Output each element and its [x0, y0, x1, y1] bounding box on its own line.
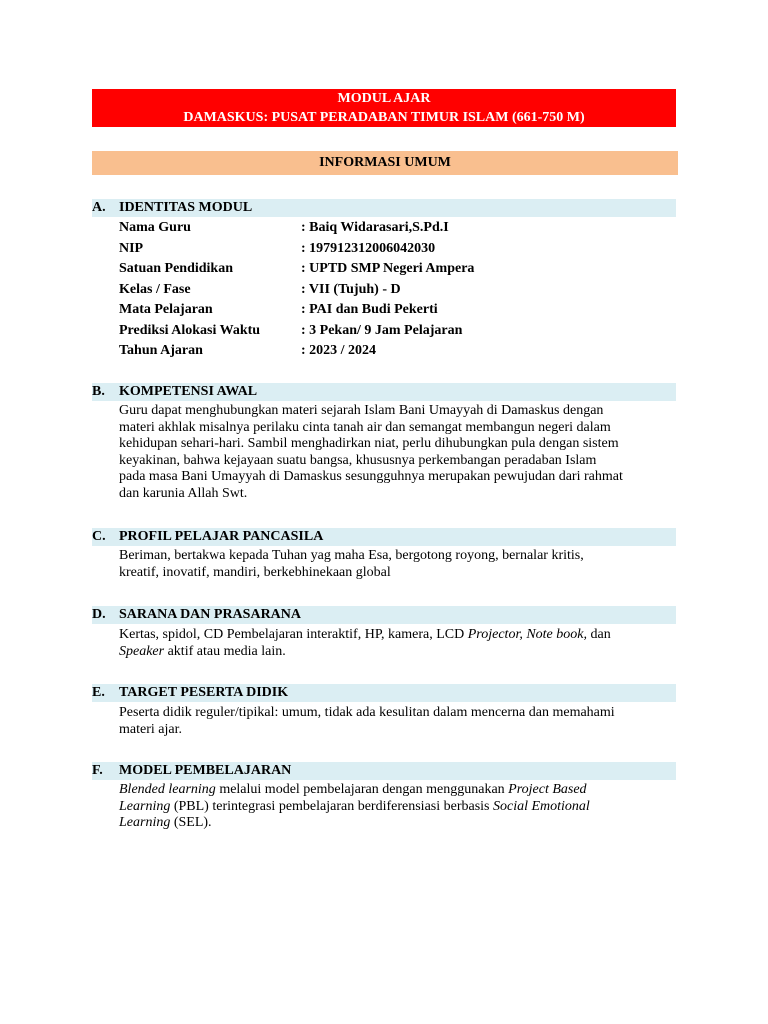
section-letter: F.	[92, 763, 103, 778]
text-line	[119, 799, 679, 816]
identity-value: : Baiq Widarasari,S.Pd.I	[301, 220, 449, 235]
italic-run: Speaker	[119, 643, 165, 659]
text-run: Kertas, spidol, CD Pembelajaran interaktif, HP, kamera, LCD	[119, 627, 468, 642]
identity-label: Satuan Pendidikan	[119, 261, 233, 276]
section-a-heading	[92, 199, 676, 217]
text-line	[119, 815, 679, 832]
identity-value: : 197912312006042030	[301, 240, 436, 256]
section-f-heading	[92, 762, 676, 780]
italic-run: Learning	[119, 815, 171, 830]
identity-label: Tahun Ajaran	[119, 343, 203, 358]
identity-label: Kelas / Fase	[119, 281, 191, 297]
identity-row-tahun-ajaran	[119, 341, 679, 361]
identity-value: : 3 Pekan/ 9 Jam Pelajaran	[301, 322, 463, 338]
identity-label: Mata Pelajaran	[119, 302, 213, 317]
identity-value: : PAI dan Budi Pekerti	[301, 302, 438, 317]
section-letter: E.	[92, 685, 105, 700]
identity-row-alokasi-waktu	[119, 321, 679, 341]
title-banner	[92, 89, 676, 127]
identity-row-mata-pelajaran	[119, 300, 679, 320]
text-line: kreatif, inovatif, mandiri, berkebhinekaan global	[119, 564, 391, 580]
italic-run: Social Emotional	[493, 798, 590, 814]
identity-label: NIP	[119, 240, 144, 256]
italic-run: Project Based	[508, 782, 587, 797]
title-line-2: DAMASKUS: PUSAT PERADABAN TIMUR ISLAM (661-750 M)	[183, 110, 585, 125]
identity-value: : UPTD SMP Negeri Ampera	[301, 261, 475, 276]
identity-row-satuan-pendidikan	[119, 259, 679, 279]
section-title: SARANA DAN PRASARANA	[119, 607, 302, 622]
sarana-prasarana-text	[119, 627, 679, 660]
section-title: IDENTITAS MODUL	[119, 200, 253, 215]
text-line	[119, 782, 679, 799]
text-run: dan	[587, 627, 611, 642]
profil-pelajar-text	[119, 548, 679, 581]
text-line: pada masa Bani Umayyah di Damaskus sesungguhnya merupakan pewujudan dari rahmat	[119, 469, 623, 484]
section-letter: C.	[92, 529, 106, 544]
section-title: MODEL PEMBELAJARAN	[119, 763, 292, 778]
section-title: TARGET PESERTA DIDIK	[119, 685, 289, 700]
section-letter: A.	[92, 200, 106, 215]
text-run: (SEL).	[170, 815, 212, 830]
section-d-heading	[92, 606, 676, 624]
identity-row-kelas-fase	[119, 280, 679, 300]
identity-row-nama-guru	[119, 218, 679, 238]
section-c-heading	[92, 528, 676, 546]
text-line: Beriman, bertakwa kepada Tuhan yag maha Esa, bergotong royong, bernalar kritis,	[119, 548, 584, 563]
target-peserta-text	[119, 705, 679, 738]
text-line: Guru dapat menghubungkan materi sejarah Islam Bani Umayyah di Damaskus dengan	[119, 403, 604, 418]
text-run: aktif atau media lain.	[164, 643, 286, 659]
text-line	[119, 627, 679, 644]
title-line-1: MODUL AJAR	[337, 91, 431, 106]
section-letter: B.	[92, 384, 105, 399]
identity-label: Prediksi Alokasi Waktu	[119, 322, 261, 338]
section-title: KOMPETENSI AWAL	[119, 384, 258, 399]
kompetensi-awal-text	[119, 403, 679, 502]
section-b-heading	[92, 383, 676, 401]
text-line: materi ajar.	[119, 721, 182, 737]
identity-row-nip	[119, 239, 679, 259]
identity-label: Nama Guru	[119, 220, 191, 235]
text-line: materi akhlak misalnya perilaku cinta tanah air dan semangat membangun negeri dalam	[119, 419, 611, 435]
identity-value: : VII (Tujuh) - D	[301, 281, 401, 297]
text-line: keyakinan, bahwa kejayaan suatu bangsa, khususnya perkembangan peradaban Islam	[119, 452, 597, 468]
italic-run: Blended learning	[119, 782, 216, 797]
text-line: Peserta didik reguler/tipikal: umum, tidak ada kesulitan dalam mencerna dan memahami	[119, 705, 615, 720]
section-letter: D.	[92, 607, 106, 622]
section-title: PROFIL PELAJAR PANCASILA	[119, 529, 324, 544]
italic-run: Learning	[119, 798, 171, 814]
text-line: kehidupan sehari-hari. Sambil menghadirkan niat, perlu dihubungkan pula dengan sistem	[119, 436, 619, 451]
italic-run: Projector, Note book,	[467, 627, 587, 642]
text-run: melalui model pembelajaran dengan menggunakan	[215, 782, 509, 797]
identity-value: : 2023 / 2024	[301, 343, 377, 358]
text-run: (PBL) terintegrasi pembelajaran berdiferensiasi berbasis	[170, 798, 493, 814]
text-line: dan karunia Allah Swt.	[119, 485, 248, 501]
text-line	[119, 644, 679, 661]
section-e-heading	[92, 684, 676, 702]
model-pembelajaran-text	[119, 782, 679, 832]
info-umum-banner: INFORMASI UMUM	[92, 151, 678, 175]
